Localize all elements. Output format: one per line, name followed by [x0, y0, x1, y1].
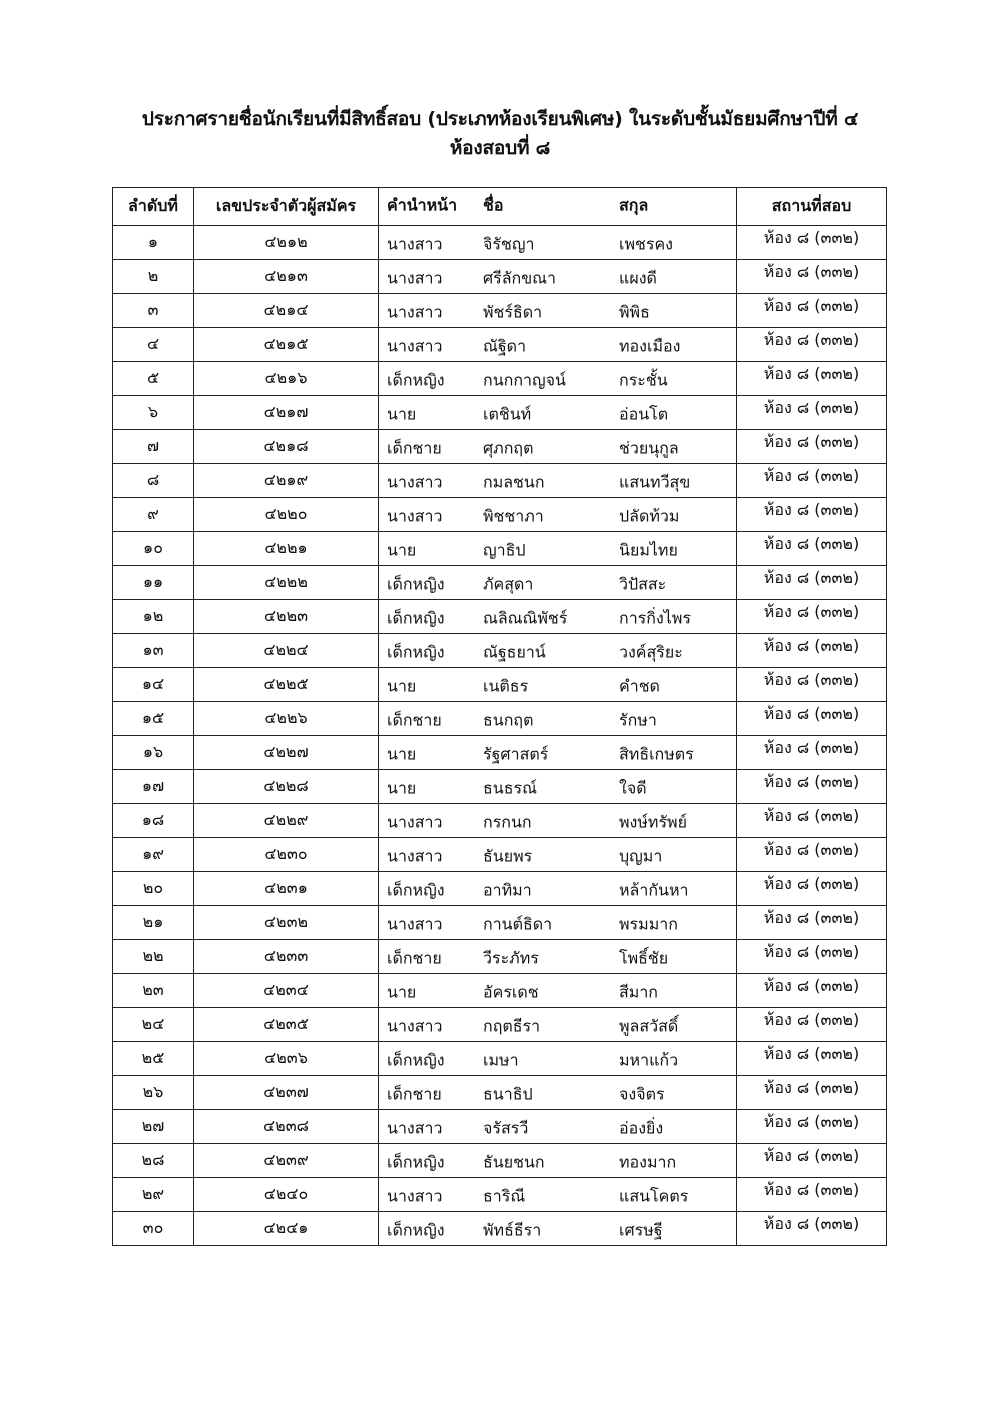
last-name: ปลัดท้วม [619, 506, 680, 525]
name-prefix: นางสาว [387, 846, 443, 865]
first-name: ธนธรณ์ [483, 778, 537, 797]
first-name: อาทิมา [483, 880, 532, 899]
last-name: แสนโคตร [619, 1186, 689, 1205]
name-prefix: เด็กชาย [387, 1084, 442, 1103]
name-prefix: เด็กหญิง [387, 608, 445, 627]
name-prefix: นางสาว [387, 472, 443, 491]
exam-place: ห้อง ๘ (๓๓๒) [737, 566, 887, 600]
name-prefix: นาย [387, 744, 417, 763]
row-number: ๑๗ [113, 770, 194, 804]
applicant-id: ๔๒๓๘ [194, 1110, 379, 1144]
applicant-id: ๔๒๒๖ [194, 702, 379, 736]
name-prefix: นางสาว [387, 914, 443, 933]
name-group [379, 1076, 737, 1110]
last-name: เศรษฐี [619, 1220, 663, 1239]
name-prefix: นางสาว [387, 506, 443, 525]
row-number: ๑๓ [113, 634, 194, 668]
name-prefix: นาย [387, 676, 417, 695]
first-name: ภัคสุดา [483, 574, 534, 593]
name-group [379, 974, 737, 1008]
row-number: ๑๑ [113, 566, 194, 600]
header-row [113, 188, 887, 226]
exam-place: ห้อง ๘ (๓๓๒) [737, 1144, 887, 1178]
table-row [113, 1178, 887, 1212]
exam-place: ห้อง ๘ (๓๓๒) [737, 1178, 887, 1212]
exam-place: ห้อง ๘ (๓๓๒) [737, 804, 887, 838]
applicant-id: ๔๒๑๙ [194, 464, 379, 498]
last-name: บุญมา [619, 846, 663, 865]
table-row [113, 906, 887, 940]
last-name: คำชด [619, 676, 660, 695]
table-row [113, 1008, 887, 1042]
applicant-id: ๔๒๑๘ [194, 430, 379, 464]
exam-place: ห้อง ๘ (๓๓๒) [737, 328, 887, 362]
first-name: พิชชาภา [483, 506, 544, 525]
applicant-id: ๔๒๓๗ [194, 1076, 379, 1110]
name-prefix: เด็กหญิง [387, 1220, 445, 1239]
first-name: กานต์ธิดา [483, 914, 553, 933]
table-row [113, 736, 887, 770]
name-group [379, 1042, 737, 1076]
first-name: เตชินท์ [483, 404, 532, 423]
applicant-id: ๔๒๑๒ [194, 226, 379, 260]
header-last-name: สกุล [619, 194, 649, 214]
row-number: ๕ [113, 362, 194, 396]
name-group [379, 1178, 737, 1212]
applicant-id: ๔๒๒๙ [194, 804, 379, 838]
first-name: ธันยชนก [483, 1152, 545, 1171]
exam-place: ห้อง ๘ (๓๓๒) [737, 1110, 887, 1144]
first-name: ณัฐิดา [483, 336, 527, 355]
last-name: กระชั้น [619, 370, 668, 389]
name-group [379, 532, 737, 566]
name-group [379, 872, 737, 906]
row-number: ๒๐ [113, 872, 194, 906]
table-row [113, 532, 887, 566]
last-name: โพธิ์ชัย [619, 948, 669, 967]
table-row [113, 634, 887, 668]
table-row [113, 940, 887, 974]
name-prefix: เด็กชาย [387, 948, 442, 967]
applicant-id: ๔๒๔๑ [194, 1212, 379, 1246]
row-number: ๒ [113, 260, 194, 294]
first-name: ธนกฤต [483, 710, 534, 729]
name-group [379, 906, 737, 940]
name-prefix: นางสาว [387, 1118, 443, 1137]
last-name: อ่องยิ่ง [619, 1118, 664, 1137]
last-name: ช่วยนุกูล [619, 438, 679, 457]
applicant-id: ๔๒๓๒ [194, 906, 379, 940]
exam-place: ห้อง ๘ (๓๓๒) [737, 872, 887, 906]
last-name: รักษา [619, 710, 657, 729]
row-number: ๒๑ [113, 906, 194, 940]
table-row [113, 702, 887, 736]
name-group [379, 940, 737, 974]
last-name: จงจิตร [619, 1084, 665, 1103]
exam-place: ห้อง ๘ (๓๓๒) [737, 260, 887, 294]
name-group [379, 362, 737, 396]
name-group [379, 1110, 737, 1144]
applicant-id: ๔๒๓๕ [194, 1008, 379, 1042]
first-name: ศุภกฤต [483, 438, 534, 457]
first-name: อัครเดช [483, 982, 539, 1001]
applicant-id: ๔๒๓๓ [194, 940, 379, 974]
first-name: พัทธ์ธีรา [483, 1220, 542, 1239]
last-name: แสนทวีสุข [619, 472, 691, 491]
table-row [113, 498, 887, 532]
document-title: ประกาศรายชื่อนักเรียนที่มีสิทธิ์สอบ (ประเภทห้องเรียนพิเศษ) ในระดับชั้นมัธยมศึกษาปีที่ ๔ [141, 108, 859, 130]
first-name: ณลิณณิพัชร์ [483, 608, 568, 627]
applicant-id: ๔๒๑๓ [194, 260, 379, 294]
exam-place: ห้อง ๘ (๓๓๒) [737, 498, 887, 532]
table-row [113, 974, 887, 1008]
exam-place: ห้อง ๘ (๓๓๒) [737, 396, 887, 430]
last-name: สิทธิเกษตร [619, 744, 694, 763]
table-row [113, 1042, 887, 1076]
last-name: สีมาก [619, 982, 658, 1001]
row-number: ๙ [113, 498, 194, 532]
last-name: วิปัสสะ [619, 574, 667, 593]
exam-place: ห้อง ๘ (๓๓๒) [737, 464, 887, 498]
row-number: ๓ [113, 294, 194, 328]
first-name: ธนาธิป [483, 1084, 533, 1103]
exam-place: ห้อง ๘ (๓๓๒) [737, 702, 887, 736]
row-number: ๔ [113, 328, 194, 362]
row-number: ๒๔ [113, 1008, 194, 1042]
name-group [379, 1008, 737, 1042]
name-group [379, 1212, 737, 1246]
name-prefix: เด็กหญิง [387, 880, 445, 899]
row-number: ๓๐ [113, 1212, 194, 1246]
student-roster-table [112, 187, 887, 1246]
applicant-id: ๔๒๒๑ [194, 532, 379, 566]
row-number: ๒๗ [113, 1110, 194, 1144]
name-group [379, 498, 737, 532]
exam-place: ห้อง ๘ (๓๓๒) [737, 906, 887, 940]
table-row [113, 294, 887, 328]
first-name: ธาริณี [483, 1186, 526, 1205]
applicant-id: ๔๒๒๕ [194, 668, 379, 702]
row-number: ๒๒ [113, 940, 194, 974]
row-number: ๑๘ [113, 804, 194, 838]
first-name: ณัฐธยาน์ [483, 642, 546, 661]
row-number: ๒๘ [113, 1144, 194, 1178]
applicant-id: ๔๒๒๓ [194, 600, 379, 634]
name-prefix: นางสาว [387, 1016, 443, 1035]
exam-place: ห้อง ๘ (๓๓๒) [737, 362, 887, 396]
exam-place: ห้อง ๘ (๓๓๒) [737, 940, 887, 974]
name-group [379, 294, 737, 328]
last-name: พงษ์ทรัพย์ [619, 812, 687, 831]
table-row [113, 566, 887, 600]
name-group [379, 702, 737, 736]
name-prefix: นางสาว [387, 234, 443, 253]
name-group [379, 668, 737, 702]
exam-place: ห้อง ๘ (๓๓๒) [737, 974, 887, 1008]
name-prefix: นางสาว [387, 1186, 443, 1205]
table-row [113, 1110, 887, 1144]
table-row [113, 328, 887, 362]
row-number: ๑๖ [113, 736, 194, 770]
table-row [113, 396, 887, 430]
table-row [113, 668, 887, 702]
name-prefix: เด็กหญิง [387, 1152, 445, 1171]
first-name: กรกนก [483, 812, 532, 831]
name-group [379, 804, 737, 838]
first-name: จิรัชญา [483, 234, 535, 253]
last-name: ทองเมือง [619, 336, 681, 355]
table-header [113, 188, 887, 226]
table-row [113, 464, 887, 498]
last-name: วงค์สุริยะ [619, 642, 683, 661]
name-group [379, 634, 737, 668]
name-prefix: นางสาว [387, 302, 443, 321]
exam-place: ห้อง ๘ (๓๓๒) [737, 838, 887, 872]
first-name: จรัสรวี [483, 1118, 529, 1137]
row-number: ๒๕ [113, 1042, 194, 1076]
last-name: อ่อนโต [619, 404, 669, 423]
last-name: พิพิธ [619, 302, 650, 321]
last-name: เพชรคง [619, 234, 673, 253]
exam-place: ห้อง ๘ (๓๓๒) [737, 1212, 887, 1246]
row-number: ๒๖ [113, 1076, 194, 1110]
name-group [379, 770, 737, 804]
row-number: ๒๓ [113, 974, 194, 1008]
header-prefix: คำนำหน้า [387, 194, 458, 214]
name-prefix: เด็กหญิง [387, 1050, 445, 1069]
exam-place: ห้อง ๘ (๓๓๒) [737, 668, 887, 702]
header-name-group [379, 188, 737, 226]
exam-place: ห้อง ๘ (๓๓๒) [737, 1008, 887, 1042]
applicant-id: ๔๒๓๔ [194, 974, 379, 1008]
name-prefix: นาย [387, 982, 417, 1001]
name-group [379, 1144, 737, 1178]
last-name: พรมมาก [619, 914, 678, 933]
header-no: ลำดับที่ [113, 188, 194, 226]
table-row [113, 872, 887, 906]
name-prefix: นาย [387, 404, 417, 423]
name-prefix: นางสาว [387, 268, 443, 287]
exam-place: ห้อง ๘ (๓๓๒) [737, 634, 887, 668]
exam-place: ห้อง ๘ (๓๓๒) [737, 770, 887, 804]
table-row [113, 1076, 887, 1110]
row-number: ๑๕ [113, 702, 194, 736]
table-row [113, 362, 887, 396]
first-name: กนกกาญจน์ [483, 370, 566, 389]
first-name: วีระภัทร [483, 948, 539, 967]
applicant-id: ๔๒๑๗ [194, 396, 379, 430]
exam-place: ห้อง ๘ (๓๓๒) [737, 1076, 887, 1110]
row-number: ๑ [113, 226, 194, 260]
exam-room-subtitle: ห้องสอบที่ ๘ [449, 137, 551, 159]
name-group [379, 226, 737, 260]
applicant-id: ๔๒๒๒ [194, 566, 379, 600]
first-name: รัฐศาสตร์ [483, 744, 549, 763]
row-number: ๑๙ [113, 838, 194, 872]
row-number: ๖ [113, 396, 194, 430]
first-name: ธันยพร [483, 846, 533, 865]
name-group [379, 566, 737, 600]
first-name: เมษา [483, 1050, 519, 1069]
applicant-id: ๔๒๓๙ [194, 1144, 379, 1178]
table-row [113, 430, 887, 464]
header-applicant-id: เลขประจำตัวผู้สมัคร [194, 188, 379, 226]
name-prefix: เด็กชาย [387, 710, 442, 729]
last-name: แผงดี [619, 268, 657, 287]
applicant-id: ๔๒๒๐ [194, 498, 379, 532]
table-row [113, 804, 887, 838]
first-name: กฤตธีรา [483, 1016, 541, 1035]
table-row [113, 226, 887, 260]
row-number: ๘ [113, 464, 194, 498]
name-group [379, 430, 737, 464]
first-name: พัชร์ธิดา [483, 302, 543, 321]
row-number: ๗ [113, 430, 194, 464]
name-group [379, 260, 737, 294]
exam-place: ห้อง ๘ (๓๓๒) [737, 1042, 887, 1076]
applicant-id: ๔๒๒๘ [194, 770, 379, 804]
name-group [379, 736, 737, 770]
first-name: ญาธิป [483, 540, 526, 559]
table-row [113, 1144, 887, 1178]
row-number: ๑๒ [113, 600, 194, 634]
applicant-id: ๔๒๒๗ [194, 736, 379, 770]
row-number: ๑๐ [113, 532, 194, 566]
exam-place: ห้อง ๘ (๓๓๒) [737, 600, 887, 634]
exam-place: ห้อง ๘ (๓๓๒) [737, 430, 887, 464]
name-prefix: เด็กหญิง [387, 574, 445, 593]
last-name: ใจดี [619, 778, 647, 797]
exam-place: ห้อง ๘ (๓๓๒) [737, 294, 887, 328]
header-exam-place: สถานที่สอบ [737, 188, 887, 226]
name-prefix: นาย [387, 540, 417, 559]
table-row [113, 260, 887, 294]
exam-place: ห้อง ๘ (๓๓๒) [737, 226, 887, 260]
name-group [379, 464, 737, 498]
table-row [113, 1212, 887, 1246]
exam-place: ห้อง ๘ (๓๓๒) [737, 736, 887, 770]
last-name: นิยมไทย [619, 540, 678, 559]
first-name: เนติธร [483, 676, 529, 695]
name-prefix: เด็กหญิง [387, 642, 445, 661]
last-name: พูลสวัสดิ์ [619, 1016, 679, 1035]
applicant-id: ๔๒๓๖ [194, 1042, 379, 1076]
name-group [379, 328, 737, 362]
name-prefix: เด็กหญิง [387, 370, 445, 389]
last-name: มหาแก้ว [619, 1050, 679, 1069]
first-name: กมลชนก [483, 472, 545, 491]
name-group [379, 838, 737, 872]
last-name: การกิ่งไพร [619, 608, 691, 627]
table-body [113, 226, 887, 1246]
applicant-id: ๔๒๒๔ [194, 634, 379, 668]
first-name: ศรีลักขณา [483, 268, 557, 287]
applicant-id: ๔๒๑๔ [194, 294, 379, 328]
name-group [379, 396, 737, 430]
table-row [113, 838, 887, 872]
last-name: ทองมาก [619, 1152, 677, 1171]
applicant-id: ๔๒๔๐ [194, 1178, 379, 1212]
table-row [113, 770, 887, 804]
name-prefix: นางสาว [387, 336, 443, 355]
row-number: ๑๔ [113, 668, 194, 702]
exam-place: ห้อง ๘ (๓๓๒) [737, 532, 887, 566]
name-prefix: นาย [387, 778, 417, 797]
applicant-id: ๔๒๑๕ [194, 328, 379, 362]
table-row [113, 600, 887, 634]
last-name: หล้ากันหา [619, 880, 689, 899]
name-prefix: เด็กชาย [387, 438, 442, 457]
applicant-id: ๔๒๓๑ [194, 872, 379, 906]
row-number: ๒๙ [113, 1178, 194, 1212]
name-group [379, 600, 737, 634]
name-prefix: นางสาว [387, 812, 443, 831]
applicant-id: ๔๒๑๖ [194, 362, 379, 396]
applicant-id: ๔๒๓๐ [194, 838, 379, 872]
header-first-name: ชื่อ [483, 194, 504, 214]
